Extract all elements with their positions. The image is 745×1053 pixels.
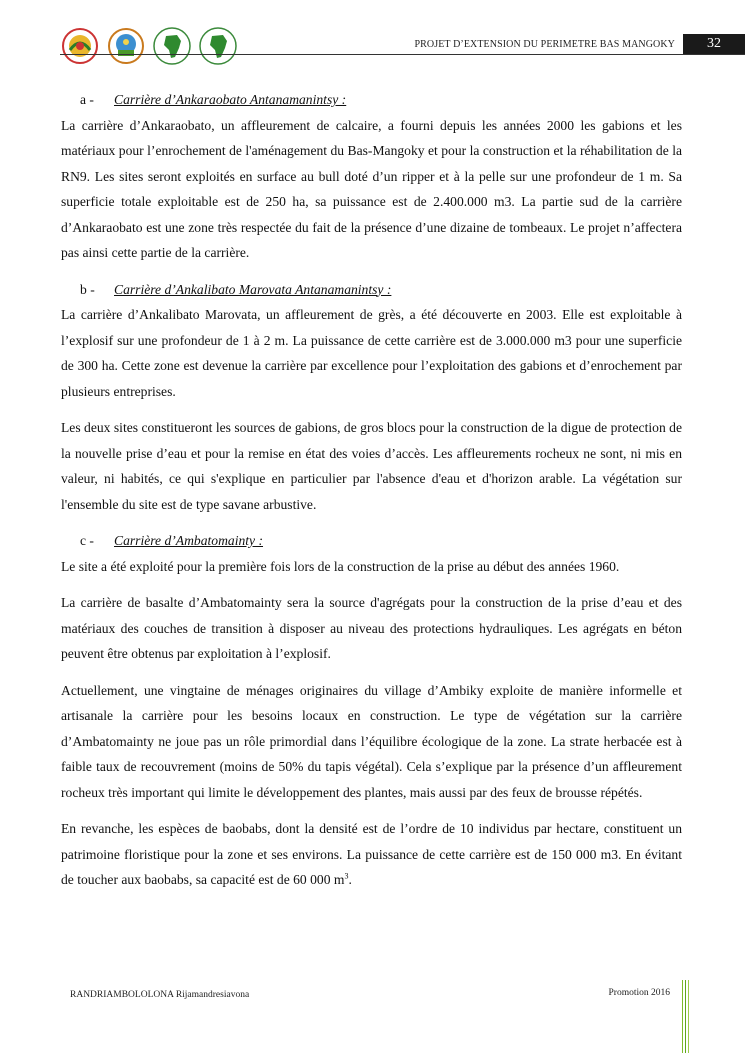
header-logos [60, 24, 238, 68]
section-b-paragraph-2: Les deux sites constitueront les sources de gabions, de gros blocs pour la construction de la digue de protection de la nouvelle prise d’eau et pour la remise en état des voies d’accès. Les affleurements rocheux ne sont, ni mis en valeur, ni habités, ce qui s'explique en particulier par l'absence d'eau et d'horizon arable. La végétation sur l'ensemble du site est de type savane arbustive. [61, 420, 682, 512]
section-c-heading: Carrière d’Ambatomainty : [114, 533, 264, 548]
section-b-paragraph-1: La carrière d’Ankalibato Marovata, un affleurement de grès, a été découverte en 2003. Elle est exploitable à l’explosif sur une profondeur de 1 à 2 m. La puissance de cette carrière est de 3.000.000 m3 pour une superficie de 300 ha. Cette zone est devenue la carrière par excellence pour l’exploitation des gabions et d’enrochement par plusieurs entreprises. [61, 307, 682, 399]
section-a-heading: Carrière d’Ankaraobato Antanamanintsy : [114, 92, 347, 107]
footer-author: RANDRIAMBOLOLONA Rijamandresiavona [70, 990, 250, 1000]
section-a-paragraph: La carrière d’Ankaraobato, un affleurement de calcaire, a fourni depuis les années 2000 les gabions et les matériaux pour l’enrochement de l'aménagement du Bas-Mangoky et pour la construction et la réhabilitation de la RN9. Les sites seront exploités en surface au bull doté d’un ripper et à la pelle sur une profondeur de 1 m. Sa superficie totale exploitable est de 250 ha, sa puissance est de 2.400.000 m3. La partie sud de la carrière d’Ankaraobato est une zone très respectée du fait de la présence d’une dizaine de tombeaux. Le projet n’affectera pas ainsi cette partie de la carrière. [61, 117, 682, 260]
section-b-letter: b - [80, 281, 95, 297]
section-a-heading-row [61, 87, 682, 113]
green-bar-1 [682, 980, 683, 1053]
section-a-letter: a - [80, 92, 94, 107]
footer-promotion: Promotion 2016 [608, 988, 670, 998]
emblem-logo [60, 26, 100, 66]
header-title: PROJET D’EXTENSION DU PERIMETRE BAS MANGOKY [414, 39, 675, 50]
section-c-paragraph-4 [61, 816, 682, 893]
green-bar-3 [688, 980, 689, 1053]
section-c-paragraph-3: Actuellement, une vingtaine de ménages originaires du village d’Ambiky exploite de manière informelle et artisanale la carrière pour les besoins locaux en construction. Le type de végétation sur la carrière d’Ambatomainty ne joue pas un rôle primordial dans l’équilibre écologique de la zone. La strate herbacée est à faible taux de recouvrement (moins de 50% du tapis végétal). Cela s’explique par la présence d’un affleurement rocheux très important qui limite le développement des plantes, mais aussi par des feux de brousse répétés. [61, 682, 682, 800]
document-body [61, 87, 682, 904]
section-c-letter: c - [80, 533, 94, 548]
superscript-3: 3 [344, 871, 349, 881]
header-divider [60, 54, 745, 55]
africa-logo-2 [198, 26, 238, 66]
section-c-paragraph-1: Le site a été exploité pour la première fois lors de la construction de la prise au début des années 1960. [61, 558, 620, 574]
ministry-logo [106, 26, 146, 66]
section-c-heading-row [61, 528, 682, 554]
africa-logo-1 [152, 26, 192, 66]
section-c-paragraph-4-text: En revanche, les espèces de baobabs, dont la densité est de l’ordre de 10 individus par hectare, constituent un patrimoine floristique pour la zone et ses environs. La puissance de cette carrière est de 150 000 m3. En évitant de toucher aux baobabs, sa capacité est de 60 000 m [61, 821, 682, 887]
section-c-paragraph-2: La carrière de basalte d’Ambatomainty sera la source d'agrégats pour la construction de la prise d’eau et des matériaux des couches de transition à disposer au niveau des protections hydrauliques. Les agrégats en béton peuvent être obtenus par exploitation à l’explosif. [61, 595, 682, 661]
footer-green-bars [682, 980, 689, 1053]
page-number: 32 [683, 34, 745, 54]
section-b-heading-row [61, 277, 682, 303]
green-bar-2 [685, 980, 686, 1053]
section-b-heading: Carrière d’Ankalibato Marovata Antanamanintsy : [114, 281, 392, 297]
section-c-paragraph-4-end: . [348, 872, 352, 887]
